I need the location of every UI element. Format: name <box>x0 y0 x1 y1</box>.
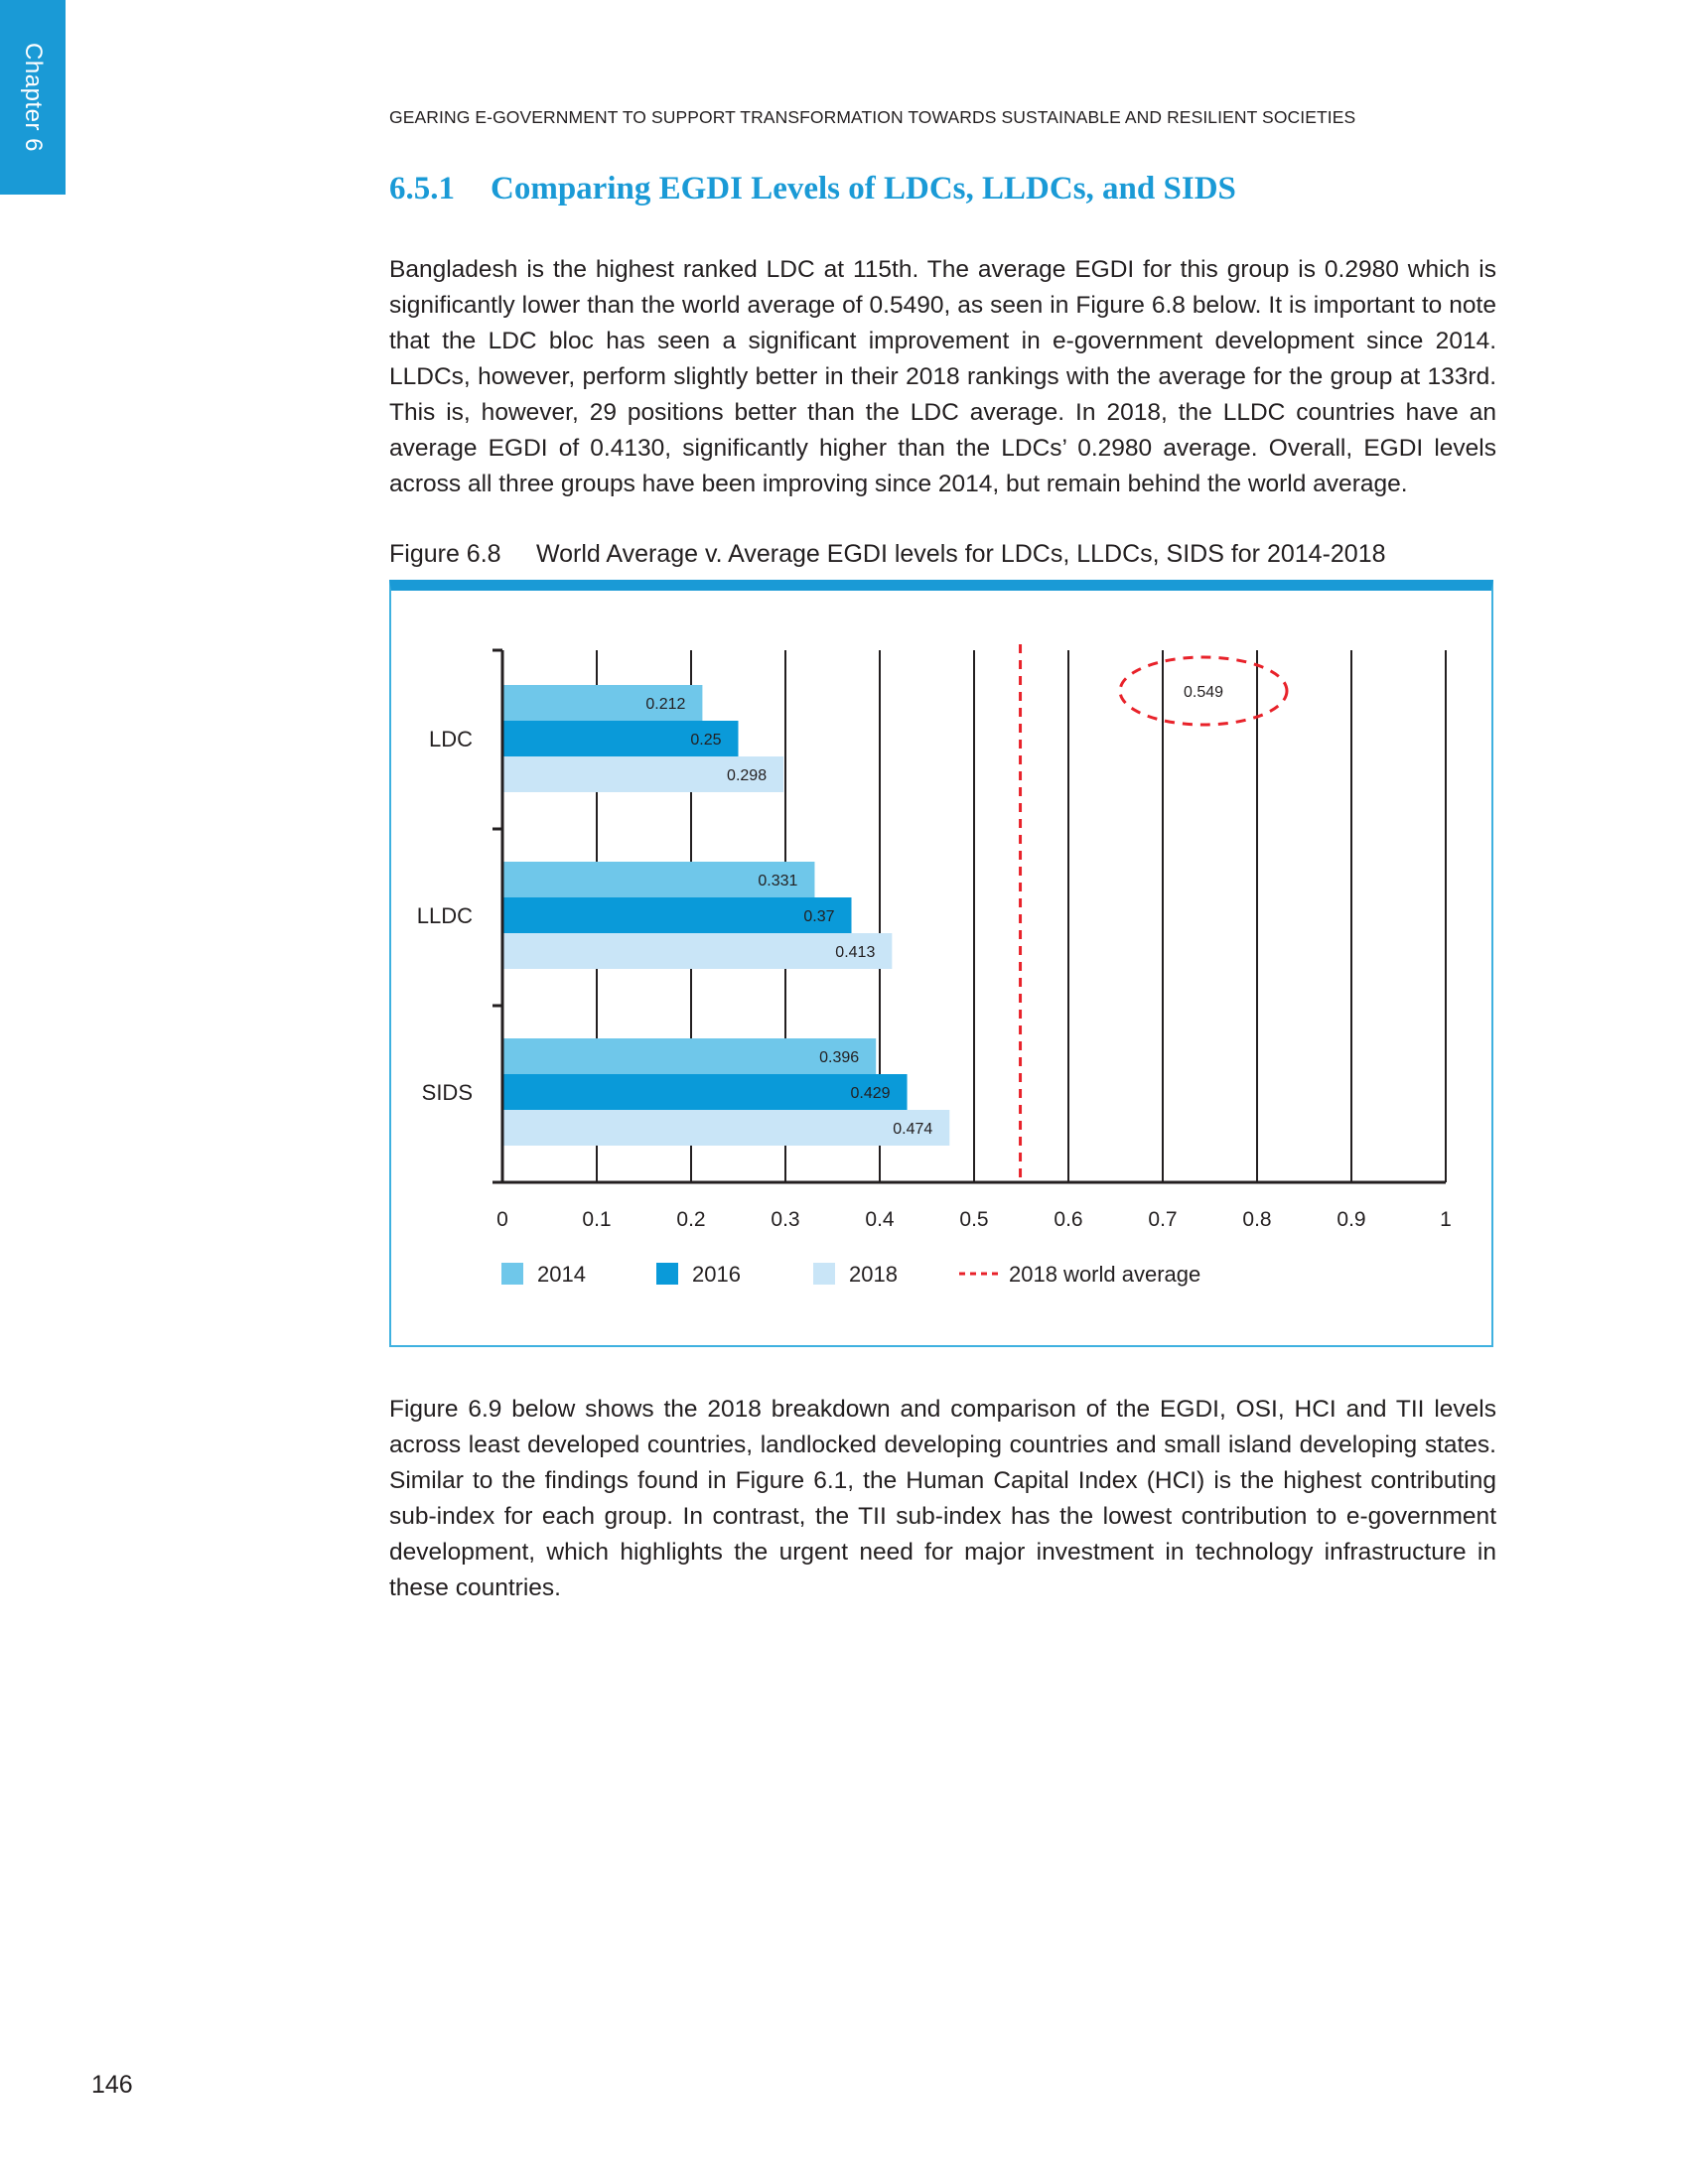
body-paragraph-2: Figure 6.9 below shows the 2018 breakdown and comparison of the EGDI, OSI, HCI and TII levels across least developed countries, landlocked developing countries and small island developing states. Similar to the findings found in Figure 6.1, the Human Capital Index (HCI) is the highest contributing sub-index for each group. In contrast, the TII sub-index has the lowest contribution to e-government development, which highlights the urgent need for major investment in technology infrastructure in these countries. <box>389 1396 1496 1601</box>
body-paragraph-1: Bangladesh is the highest ranked LDC at 115th. The average EGDI for this group is 0.2980 which is significantly lower than the world average of 0.5490, as seen in Figure 6.8 below. It is important to note that the LDC bloc has seen a significant improvement in e-government development since 2014. LLDCs, however, perform slightly better in their 2018 rankings with the average for the group at 133rd. This is, however, 29 positions better than the LDC average. In 2018, the LLDC countries have an average EGDI of 0.4130, significantly higher than the LDCs’ 0.2980 average. Overall, EGDI levels across all three groups have been improving since 2014, but remain behind the world average. <box>389 256 1496 497</box>
x-tick-label: 0.5 <box>959 1208 989 1231</box>
category-label: LDC <box>428 727 473 751</box>
bar-lldc-2018 <box>502 933 892 969</box>
data-label: 0.331 <box>758 873 798 889</box>
x-tick-label: 0.2 <box>676 1208 706 1231</box>
data-label: 0.212 <box>645 696 686 713</box>
section-number: 6.5.1 <box>389 171 455 206</box>
data-label: 0.396 <box>819 1049 860 1066</box>
data-label: 0.474 <box>893 1121 933 1138</box>
bar-sids-2018 <box>502 1110 949 1146</box>
x-tick-label: 0.7 <box>1148 1208 1178 1231</box>
data-label: 0.25 <box>690 732 722 749</box>
section-title: Comparing EGDI Levels of LDCs, LLDCs, and SIDS <box>491 171 1236 206</box>
x-tick-label: 0 <box>496 1208 508 1231</box>
x-tick-label: 0.9 <box>1336 1208 1366 1231</box>
data-label: 0.37 <box>803 908 835 925</box>
world-average-value-label: 0.549 <box>1183 684 1224 701</box>
x-tick-label: 0.4 <box>865 1208 895 1231</box>
data-label: 0.429 <box>850 1085 891 1102</box>
bar-sids-2016 <box>502 1074 908 1110</box>
chapter-tab-label: Chapter 6 <box>20 43 47 152</box>
legend-swatch-2018 <box>813 1263 835 1285</box>
chapter-tab <box>0 0 66 195</box>
category-label: LLDC <box>416 903 473 928</box>
x-tick-label: 1 <box>1440 1208 1452 1231</box>
figure-number: Figure 6.8 <box>389 540 501 568</box>
data-label: 0.413 <box>835 944 876 961</box>
x-tick-label: 0.8 <box>1242 1208 1272 1231</box>
legend-label: 2014 <box>537 1262 586 1287</box>
legend-swatch-2014 <box>501 1263 523 1285</box>
page-number: 146 <box>91 2071 133 2099</box>
category-label: SIDS <box>421 1080 473 1105</box>
data-label: 0.298 <box>727 767 768 784</box>
section-heading <box>389 171 1236 207</box>
x-tick-label: 0.1 <box>582 1208 612 1231</box>
running-header: GEARING E-GOVERNMENT TO SUPPORT TRANSFORMATION TOWARDS SUSTAINABLE AND RESILIENT SOCIETIES <box>389 107 1356 127</box>
legend-swatch-2016 <box>656 1263 678 1285</box>
legend-label: 2016 <box>692 1262 741 1287</box>
legend-label: 2018 <box>849 1262 898 1287</box>
x-tick-label: 0.6 <box>1054 1208 1083 1231</box>
bar-lldc-2016 <box>502 897 852 933</box>
figure-frame <box>389 580 1493 1347</box>
figure-caption <box>389 540 1386 569</box>
egdi-bar-chart <box>391 591 1491 1345</box>
legend-label: 2018 world average <box>1009 1262 1201 1287</box>
figure-title: World Average v. Average EGDI levels for LDCs, LLDCs, SIDS for 2014-2018 <box>536 540 1386 568</box>
x-tick-label: 0.3 <box>771 1208 800 1231</box>
